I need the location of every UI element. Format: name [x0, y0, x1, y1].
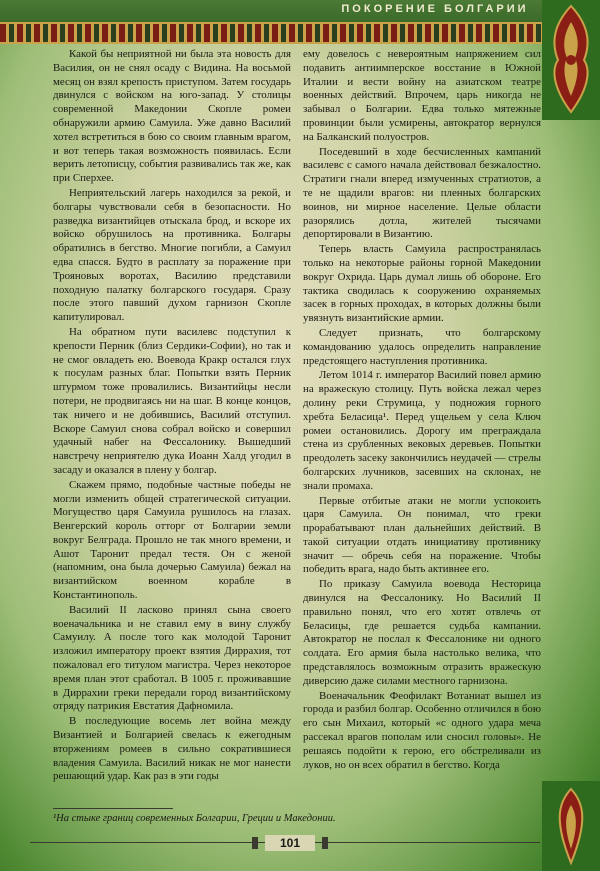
paragraph: Теперь власть Самуила распространялась только на некоторые районы горной Македонии вокруг Охрида. Царь думал лишь об обороне. Его тактика сводилась к сооружению охраняемых засек в горных проходах, в которых должны были увязнуть византийские армии.	[303, 243, 541, 325]
ornament-border	[0, 22, 545, 44]
corner-ornament-top	[542, 0, 600, 120]
paragraph: Поседевший в ходе бесчисленных кампаний василевс с самого начала действовал безжалостно. Стратиги гнали вперед измученных стратиотов, а те не щадили врагов: ни пленных болгарских воинов, ни мирное население. Целые области разорялись дотла, жителей тысячами депортировали в Византию.	[303, 145, 541, 241]
paragraph: В последующие восемь лет война между Византией и Болгарией свелась к ежегодным вторжениям ромеев в сильно сократившиеся владения Самуила. Василий никак не мог нанести решающий удар. Как раз в эти годы	[53, 715, 291, 783]
paragraph: На обратном пути василевс подступил к крепости Перник (близ Сердики-Софии), но так и не смог овладеть ею. Воевода Кракр остался глух к посулам разных благ. Попытки взять Перник штурмом тоже провалились. Византийцы несли потери, не продвигаясь ни на шаг. В конце концов, так ничего и не добившись, Василий отступил. Вскоре Самуил снова собрал войско и совершил удачный набег на Фессалонику. Вышедший навстречу неприятелю дука Иоанн Халд угодил в засаду и оказался в плену у болгар.	[53, 325, 291, 476]
left-column	[53, 48, 291, 785]
corner-ornament-bottom	[542, 781, 600, 871]
footer-dash-right	[322, 837, 328, 849]
paragraph: Военачальник Феофилакт Вотаниат вышел из города и разбил болгар. Особенно отличился в бою его сын Михаил, который «с одного удара меча рассекал врагов пополам или сносил головы». Не решаясь подойти к герою, его обстреливали из луков, но он всех обратил в бегство. Когда	[303, 689, 541, 771]
paragraph: Василий II ласково принял сына своего военачальника и не ставил ему в вину службу Самуилу. А после того как молодой Таронит изложил императору проект взятия Диррахия, тот пожаловал его титулом магистра. Через некоторое время план этот сработал. В 1005 г. проживавшие в Диррахии греки передали город византийскому отряду патрикия Евстатия Дафномила.	[53, 603, 291, 713]
footnote-divider	[53, 808, 173, 809]
page-number: 101	[265, 835, 315, 851]
paragraph: Какой бы неприятной ни была эта новость для Василия, он не снял осаду с Видина. На восьмой месяц он взял крепость приступом. Затем государь двинулся с войском на юго-запад. У столицы современной Македонии Скопле ромеи обнаружили армию Самуила. Уже давно Василий хотел встретиться в бою со своим главным врагом, и вот теперь такая возможность появилась. Если верить летописцу, события развивались так же, как при Сперхее.	[53, 48, 291, 185]
right-column	[303, 48, 541, 773]
paragraph: Следует признать, что болгарскому командованию удалось определить направление предстоящего наступления противника.	[303, 326, 541, 367]
footnote: ¹На стыке границ современных Болгарии, Греции и Македонии.	[53, 813, 336, 824]
header-band	[0, 0, 600, 22]
paragraph: ему довелось с невероятным напряжением сил подавить антиимперское восстание в Южной Италии и вести войну на азиатском театре военных действий. Впрочем, царь никогда не забывал о Болгарии. Едва только мятежные провинции были усмирены, автократор вернулся на Балканский полуостров.	[303, 48, 541, 143]
paragraph: Летом 1014 г. император Василий повел армию на вражескую столицу. Путь войска лежал через долину реки Струмица, у подножия горного хребта Беласица¹. Перед ущельем у села Ключ ромеи остановились. Дорогу им преграждала стена из срубленных вековых деревьев. Попытки преодолеть засеку закончились неудачей — стрелы болгарских лучников, засевших на склонах, не знали промаха.	[303, 369, 541, 492]
paragraph: Скажем прямо, подобные частные победы не могли изменить общей стратегической ситуации. Могущество царя Самуила рушилось на глазах. Венгерский король отторг от Болгарии земли вокруг Белграда. Прошло не так много времени, и Ашот Таронит предал тестя. Он с женой (напомним, она была дочерью Самуила) бежал на византийском военном корабле в Константинополь.	[53, 478, 291, 602]
running-header: ПОКОРЕНИЕ БОЛГАРИИ	[341, 3, 529, 15]
paragraph: По приказу Самуила воевода Несторица двинулся на Фессалонику. Но Василий II правильно понял, что его хотят отвлечь от Беласицы, где решается судьба кампании. Автократор не послал к Фессалонике ни одного солдата. Его армия была настолько велика, что представлялось возможным отразить вражескую диверсию даже силами местного гарнизона.	[303, 578, 541, 687]
footer-dash-left	[252, 837, 258, 849]
paragraph: Первые отбитые атаки не могли успокоить царя Самуила. Он понимал, что греки прорабатывают план дальнейших действий. В такой ситуации отдать инициативу противнику значит — обречь себя на поражение. Чтобы победить врага, надо быть активнее его.	[303, 494, 541, 576]
paragraph: Неприятельский лагерь находился за рекой, и болгары чувствовали себя в безопасности. Но разведка византийцев отыскала брод, и вскоре их войско обрушилось на противника. Болгары обратились в бегство. Многие погибли, а Самуил едва спасся. Будто в расплату за поражение при Трояновых воротах, Василию представили походную палатку болгарского государя. Сразу после этого павший духом гарнизон Скопле капитулировал.	[53, 186, 291, 324]
